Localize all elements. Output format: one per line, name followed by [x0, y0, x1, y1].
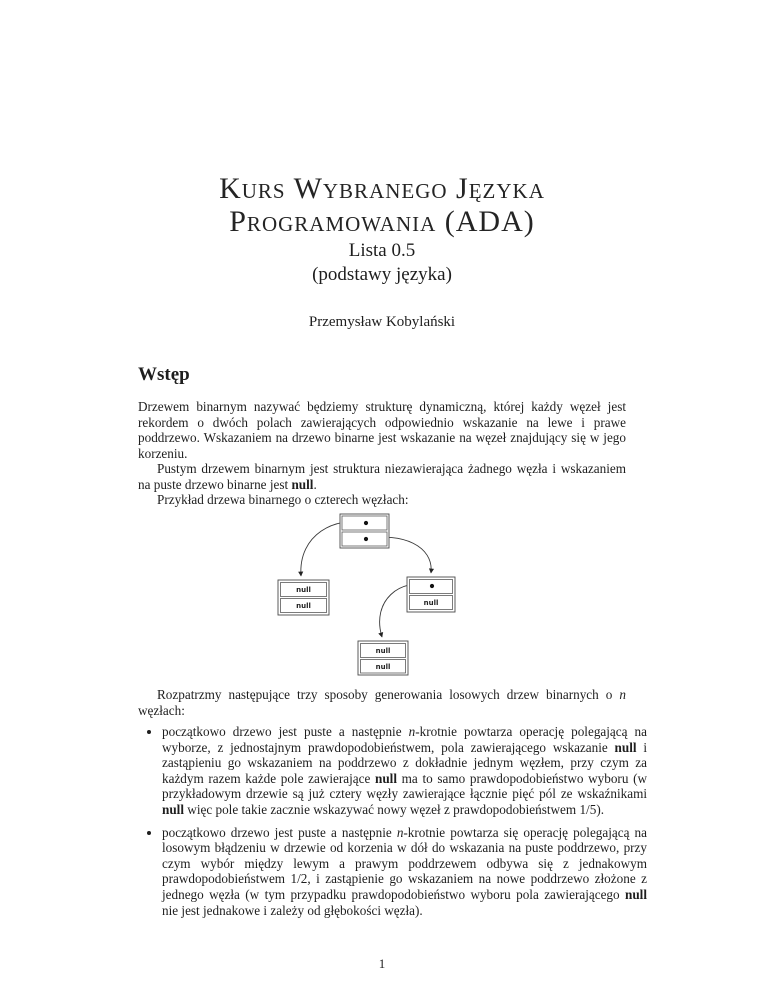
text-run: null: [614, 739, 637, 755]
null-label: null: [296, 602, 311, 610]
text-run: .: [313, 476, 317, 492]
subtitle-podstawy: (podstawy języka): [312, 264, 452, 285]
paragraph-empty-tree: [138, 461, 626, 492]
text-run: nie jest jednakowe i zależy od głębokości węzła).: [162, 902, 423, 918]
pointer-dot-root-left: [364, 521, 368, 525]
text-run: null: [162, 801, 184, 817]
text-run: początkowo drzewo jest puste a następnie: [162, 724, 409, 739]
null-label: null: [375, 647, 391, 655]
text-run: więc pole takie zacznie wskazywać nowy węzeł z prawdopodobieństwem 1/5).: [184, 801, 605, 817]
subtitle-lista: Lista 0.5: [348, 240, 416, 261]
paragraph-three-methods: [138, 687, 626, 718]
list-item-method-2: [162, 825, 647, 919]
page-number: 1: [378, 956, 386, 971]
null-label: null: [375, 663, 391, 671]
text-run: null: [375, 770, 397, 786]
document-title: [138, 172, 626, 238]
bottom-node: [358, 641, 408, 675]
binary-tree-diagram: [258, 506, 548, 684]
list-item-method-1: [162, 724, 647, 818]
left-node: [278, 580, 329, 615]
title-line-2: Programowania (ADA): [229, 205, 535, 238]
text-run: n: [396, 824, 404, 840]
text-run: węzłach:: [138, 702, 185, 718]
text-run: null: [291, 476, 314, 492]
paragraph-example: Przykład drzewa binarnego o czterech węzłach:: [157, 492, 409, 507]
text-run: ma to samo prawdopodobieństwo wyboru (w przykładowym drzewie są już cztery węzły zawierające łącznie pięć pól ze wskaźnikami: [162, 770, 648, 802]
author-name: Przemysław Kobylański: [308, 314, 456, 330]
pointer-dot-root-right: [364, 537, 368, 541]
null-label: null: [423, 599, 439, 607]
paragraph-intro: Drzewem binarnym nazywać będziemy strukturę dynamiczną, której każdy węzeł jest rekordem o dwóch polach zawierających odpowiednio wskazanie na lewe i prawe poddrzewo. Wskazaniem na drzewo binarne jest wskazanie na węzeł znajdujący się w jego korzeniu.: [138, 399, 626, 461]
null-label: null: [296, 586, 311, 594]
pointer-dot-right-node: [430, 584, 434, 588]
text-run: Pustym drzewem binarnym jest struktura niezawierająca żadnego węzła i wskazaniem na puste drzewo binarne jest: [138, 461, 626, 492]
title-line-1: Kurs Wybranego Języka: [219, 172, 545, 205]
text-run: -krotnie powtarza się operację polegającą na losowym błądzeniu w drzewie od korzenia w dół do wskazania na puste poddrzewo, przy czym wybór między lewym a prawym poddrzewem odbywa się z jednakowym prawdopodobieństwem 1/2, i zastąpienie go wskazaniem na nowe poddrzewo złożone z jednego węzła (w tym przypadku prawdopodobieństwo wyboru pola zawierającego: [162, 824, 647, 902]
right-node: [407, 577, 455, 612]
text-run: n: [619, 687, 626, 702]
section-heading-wstep: Wstęp: [138, 364, 190, 385]
root-node: [340, 514, 389, 548]
text-run: n: [408, 724, 416, 739]
methods-list: [141, 724, 647, 918]
text-run: początkowo drzewo jest puste a następnie: [162, 824, 397, 840]
text-run: i zastąpieniu go wskazaniem na poddrzewo z dokładnie jednym węzłem, przy czym za każdym razem każde pole zawierające: [162, 739, 647, 786]
text-run: -krotnie powtarza operację polegającą na wyborze, z jednostajnym prawdopodobieństwem, pola zawierającego wskazanie: [162, 724, 647, 755]
text-run: null: [625, 886, 647, 902]
text-run: Rozpatrzmy następujące trzy sposoby generowania losowych drzew binarnych o: [157, 687, 620, 702]
